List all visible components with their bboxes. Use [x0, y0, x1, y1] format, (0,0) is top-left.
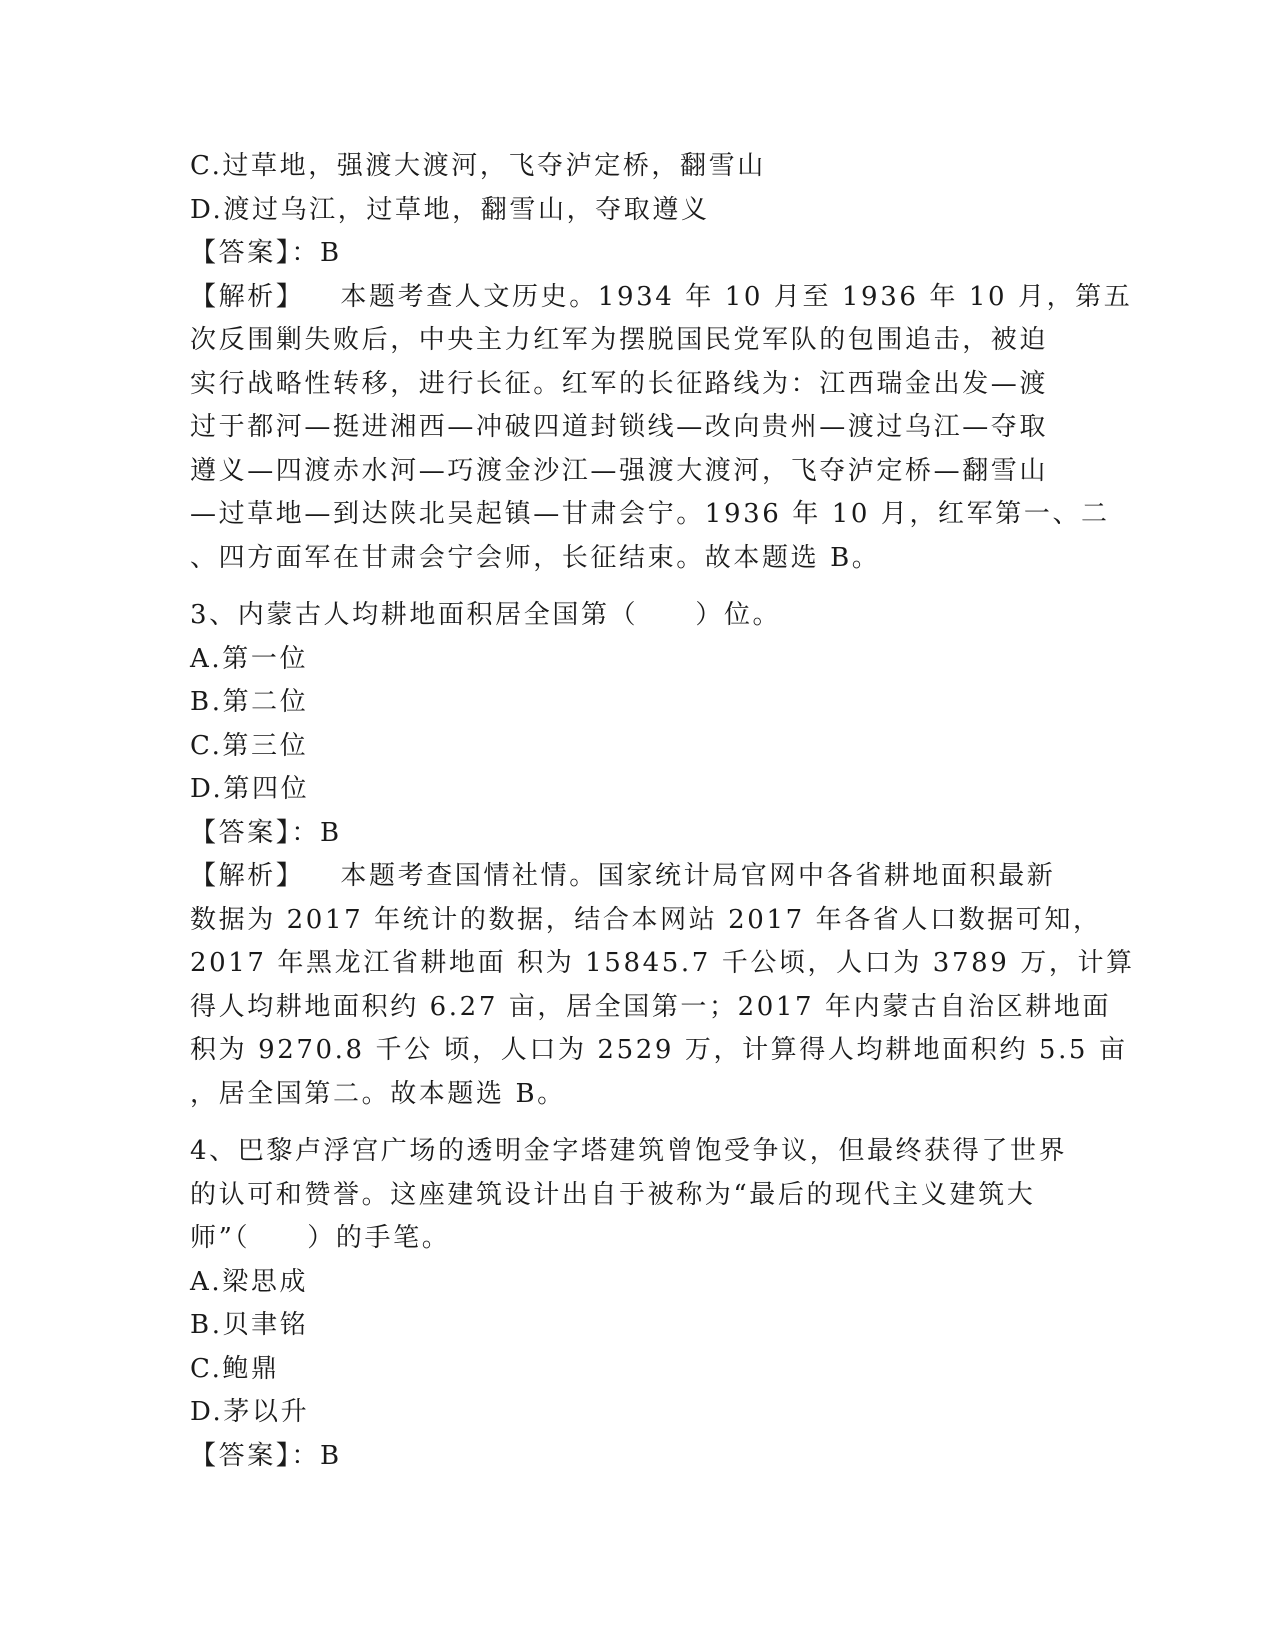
q3-answer: 【答案】：B — [190, 817, 342, 848]
q3-explanation-line — [190, 855, 1090, 899]
q2-explanation-line: 实行战略性转移，进行长征。红军的长征路线为：江西瑞金出发—渡 — [190, 368, 1049, 399]
q4-answer: 【答案】：B — [190, 1440, 342, 1471]
q3-explanation-label: 【解析】 — [190, 861, 305, 891]
q3-explanation-line: 得人均耕地面积约 6.27 亩，居全国第一；2017 年内蒙古自治区耕地面 — [190, 991, 1112, 1022]
q3-explanation-text: 本题考查国情社情。国家统计局官网中各省耕地面积最新 — [340, 861, 1056, 891]
q4-question-line: 师”（ ）的手笔。 — [190, 1223, 451, 1253]
q4-question-line: 4、巴黎卢浮宫广场的透明金字塔建筑曾饱受争议，但最终获得了世界 — [190, 1136, 1068, 1166]
q2-explanation-line: —过草地—到达陕北吴起镇—甘肃会宁。1936 年 10 月，红军第一、二 — [190, 499, 1110, 529]
q2-option-c: C.过草地，强渡大渡河，飞夺泸定桥，翻雪山 — [190, 151, 766, 181]
q3-option-c: C.第三位 — [190, 730, 309, 761]
q3-question: 3、内蒙古人均耕地面积居全国第（ ）位。 — [190, 600, 782, 630]
q3-explanation-line: 积为 9270.8 千公 顷，人口为 2529 万，计算得人均耕地面积约 5.5 亩 — [190, 1035, 1128, 1065]
q2-answer: 【答案】：B — [190, 238, 342, 268]
q2-explanation-line — [190, 276, 1133, 320]
q4-option-b: B.贝聿铭 — [190, 1310, 309, 1340]
q3-option-d: D.第四位 — [190, 774, 310, 804]
q2-explanation-label: 【解析】 — [190, 281, 305, 312]
q2-explanation-line: 、四方面军在甘肃会宁会师，长征结束。故本题选 B。 — [190, 542, 881, 573]
q4-option-a: A.梁思成 — [190, 1266, 309, 1297]
q4-option-c: C.鲍鼎 — [190, 1353, 280, 1384]
q2-explanation-line: 遵义—四渡赤水河—巧渡金沙江—强渡大渡河，飞夺泸定桥—翻雪山 — [190, 455, 1049, 486]
q4-option-d: D.茅以升 — [190, 1397, 310, 1427]
q3-explanation-line: 2017 年黑龙江省耕地面 积为 15845.7 千公顷，人口为 3789 万，计算 — [190, 948, 1135, 978]
q2-explanation-line: 过于都河—挺进湘西—冲破四道封锁线—改向贵州—渡过乌江—夺取 — [190, 412, 1049, 442]
q4-question-line: 的认可和赞誉。这座建筑设计出自于被称为“最后的现代主义建筑大 — [190, 1179, 1036, 1210]
q3-explanation-line: ，居全国第二。故本题选 B。 — [190, 1078, 566, 1109]
q3-explanation-line: 数据为 2017 年统计的数据，结合本网站 2017 年各省人口数据可知， — [190, 904, 1102, 935]
q3-option-b: B.第二位 — [190, 687, 309, 717]
q2-explanation-text: 本题考查人文历史。1934 年 10 月至 1936 年 10 月，第五 — [340, 281, 1133, 312]
q3-option-a: A.第一位 — [190, 643, 309, 674]
q2-explanation-line: 次反围剿失败后，中央主力红军为摆脱国民党军队的包围追击，被迫 — [190, 325, 1049, 355]
document-page — [190, 145, 1135, 1478]
q2-option-d: D.渡过乌江，过草地，翻雪山，夺取遵义 — [190, 194, 710, 225]
